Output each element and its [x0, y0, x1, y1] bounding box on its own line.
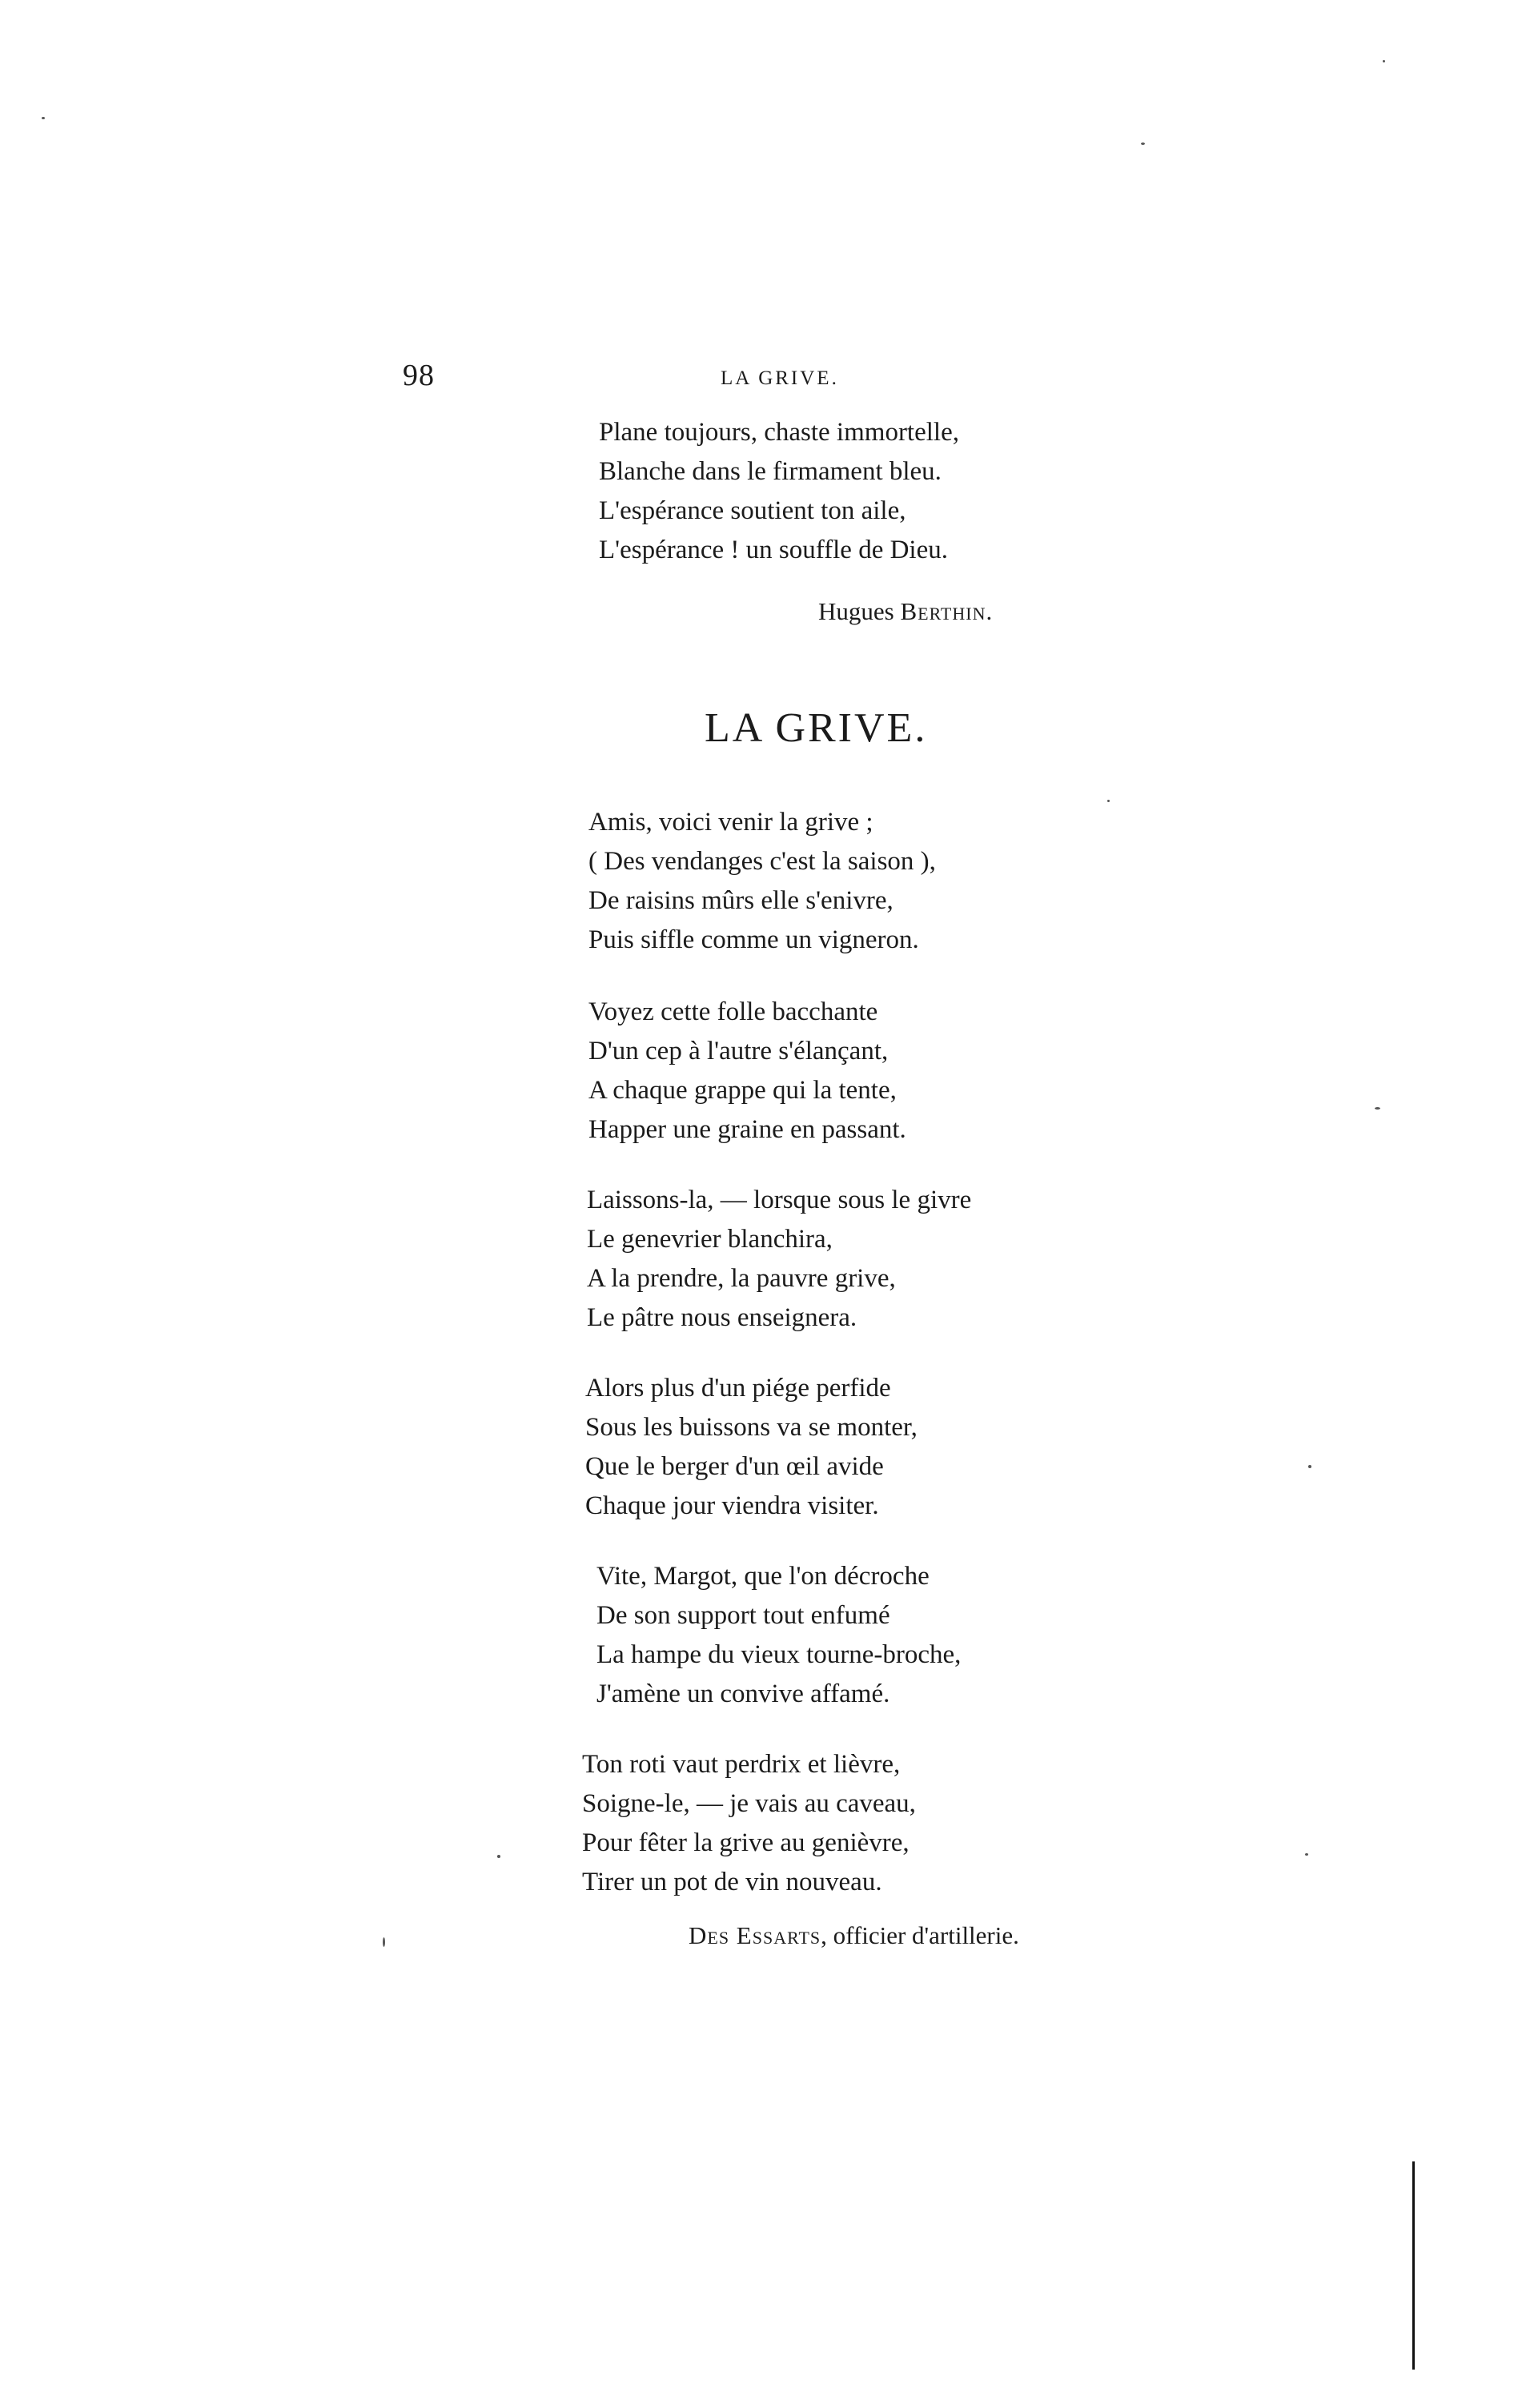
- poem-stanza-5: [596, 1557, 961, 1714]
- poem-line: Alors plus d'un piége perfide: [585, 1374, 891, 1403]
- poem-line: Ton roti vaut perdrix et lièvre,: [582, 1750, 901, 1779]
- poem-line: Laissons-la, — lorsque sous le givre: [587, 1186, 972, 1214]
- scan-speck: [1375, 1107, 1380, 1110]
- scan-speck: [1305, 1853, 1308, 1856]
- poem-line: Le pâtre nous enseignera.: [587, 1303, 857, 1332]
- poem-stanza-6: [582, 1745, 916, 1902]
- poem-stanza-3: [587, 1181, 971, 1338]
- author-name: Des Essarts: [689, 1921, 821, 1949]
- poem-line: J'amène un convive affamé.: [596, 1680, 890, 1708]
- poem-line: Que le berger d'un œil avide: [585, 1452, 884, 1481]
- poem-line: Happer une graine en passant.: [588, 1115, 906, 1144]
- poem-stanza-2: [588, 993, 906, 1150]
- poem-title: LA GRIVE.: [705, 705, 928, 751]
- poem-line: Amis, voici venir la grive ;: [588, 808, 873, 837]
- page-number: 98: [403, 359, 435, 392]
- poem-stanza-4: [585, 1369, 918, 1526]
- poem-line: L'espérance ! un souffle de Dieu.: [599, 536, 948, 564]
- poem-line: L'espérance soutient ton aile,: [599, 496, 906, 525]
- scan-speck: [1308, 1465, 1311, 1468]
- scan-speck: [497, 1855, 500, 1858]
- scan-speck: [1383, 60, 1385, 62]
- poem-line: Blanche dans le firmament bleu.: [599, 457, 942, 486]
- poem-line: La hampe du vieux tourne-broche,: [596, 1640, 962, 1669]
- poem-line: Sous les buissons va se monter,: [585, 1413, 918, 1442]
- running-head: LA GRIVE.: [721, 367, 839, 389]
- poem-author: [689, 1921, 1019, 1950]
- poem-line: Le genevrier blanchira,: [587, 1225, 833, 1254]
- poem-line: Vite, Margot, que l'on décroche: [596, 1562, 930, 1591]
- poem-stanza-1: [588, 803, 936, 960]
- scan-edge-line: [1412, 2161, 1415, 2370]
- scan-speck: [1141, 142, 1145, 145]
- poem-line: ( Des vendanges c'est la saison ),: [588, 847, 936, 876]
- poem-line: Pour fêter la grive au genièvre,: [582, 1828, 910, 1857]
- author-last-name: Berthin.: [900, 597, 994, 625]
- scan-speck: [383, 1937, 385, 1947]
- poem-line: D'un cep à l'autre s'élançant,: [588, 1037, 889, 1066]
- poem-line: A chaque grappe qui la tente,: [588, 1076, 897, 1105]
- scan-speck: [42, 117, 45, 119]
- poem-line: Tirer un pot de vin nouveau.: [582, 1868, 882, 1896]
- poem-line: A la prendre, la pauvre grive,: [587, 1264, 896, 1293]
- previous-poem-author: [818, 597, 993, 626]
- previous-poem-stanza: [599, 413, 959, 570]
- scan-speck: [1107, 800, 1110, 802]
- author-first-name: Hugues: [818, 597, 901, 625]
- poem-line: Chaque jour viendra visiter.: [585, 1491, 879, 1520]
- author-title: , officier d'artillerie.: [821, 1921, 1019, 1949]
- poem-line: De son support tout enfumé: [596, 1601, 890, 1630]
- poem-line: Voyez cette folle bacchante: [588, 997, 878, 1026]
- poem-line: Puis siffle comme un vigneron.: [588, 925, 919, 954]
- poem-line: De raisins mûrs elle s'enivre,: [588, 886, 894, 915]
- poem-line: Plane toujours, chaste immortelle,: [599, 418, 959, 447]
- poem-line: Soigne-le, — je vais au caveau,: [582, 1789, 916, 1818]
